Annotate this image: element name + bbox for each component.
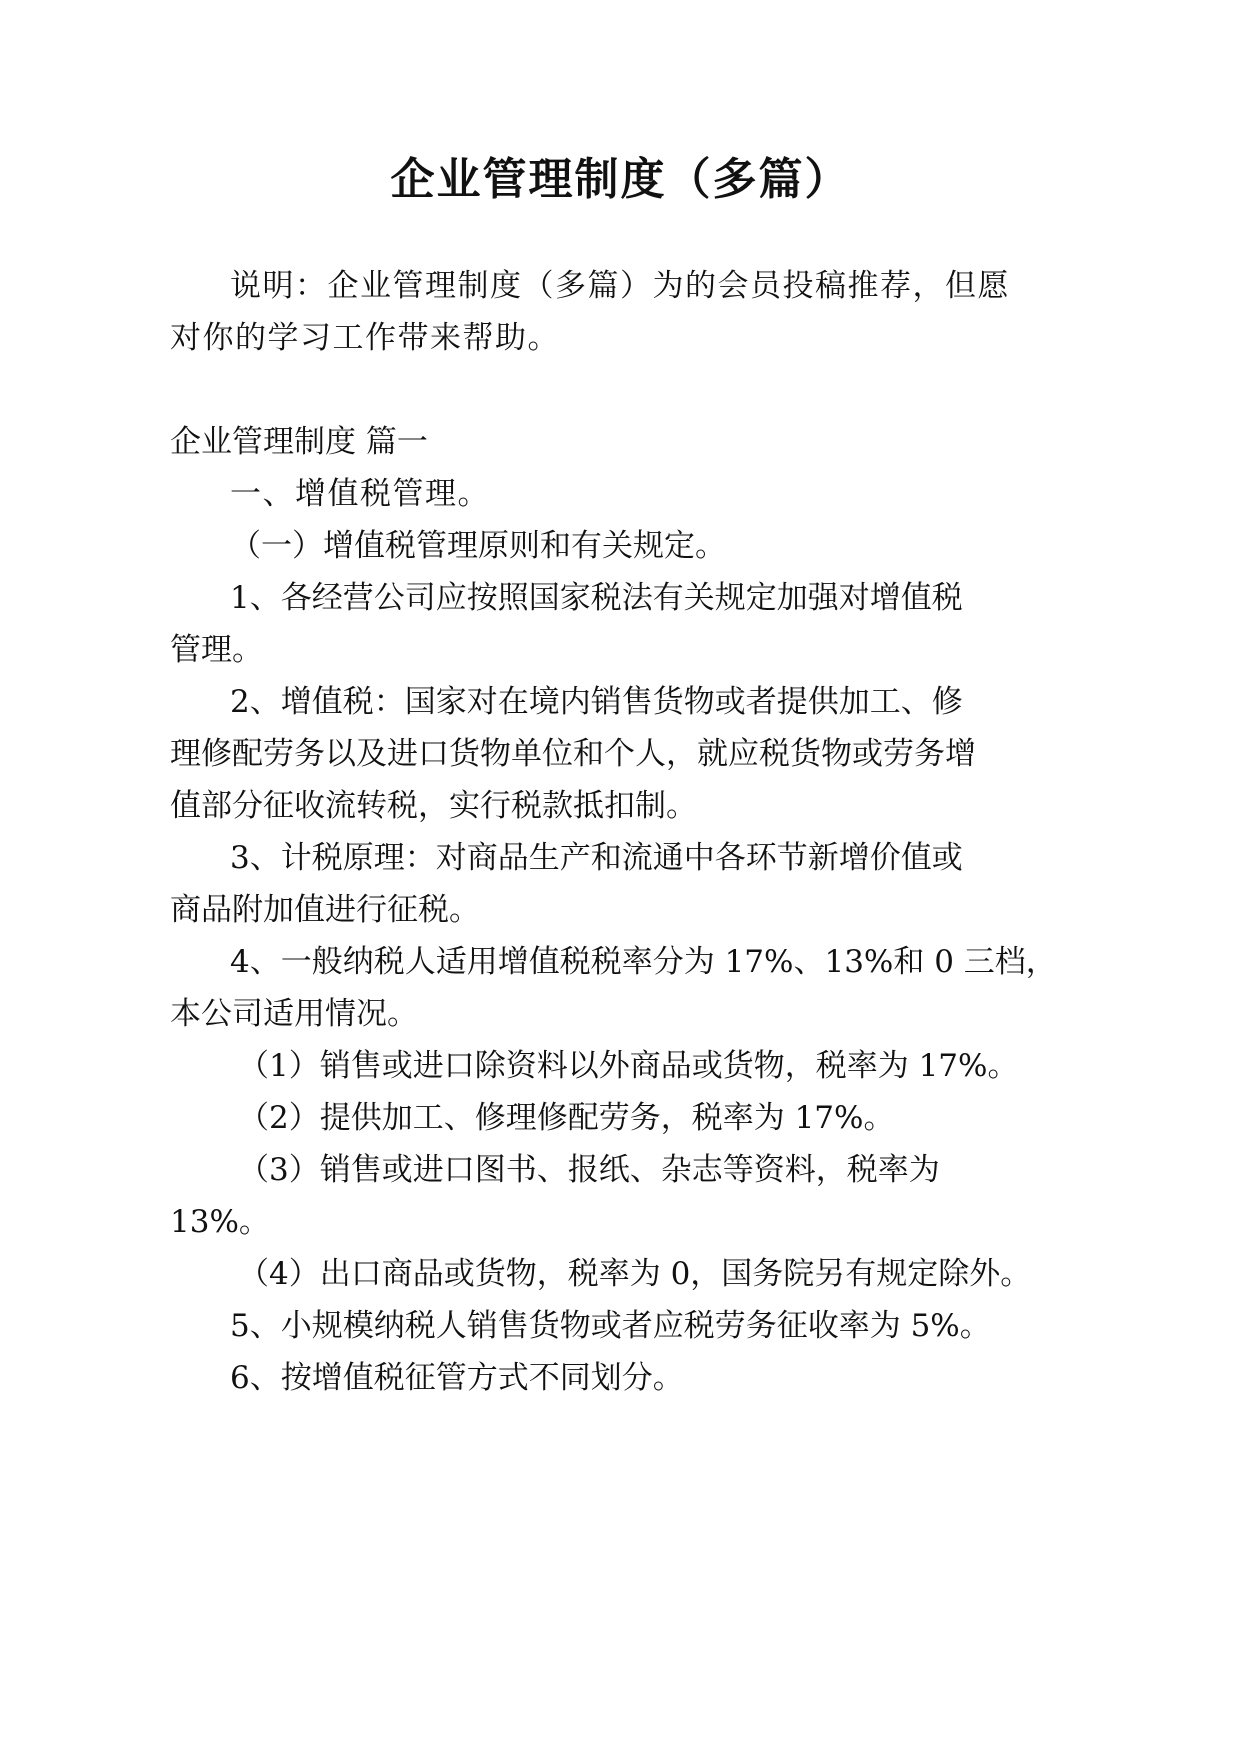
paragraph-line: （2）提供加工、修理修配劳务，税率为 17%。 — [238, 1100, 895, 1136]
paragraph-line: 4、一般纳税人适用增值税税率分为 17%、13%和 0 三档， — [230, 944, 1057, 980]
paragraph-line: （1）销售或进口除资料以外商品或货物，税率为 17%。 — [238, 1048, 1019, 1084]
paragraph-line: 管理。 — [170, 632, 263, 668]
paragraph-line: 本公司适用情况。 — [170, 996, 418, 1032]
paragraph-line: （一）增值税管理原则和有关规定。 — [230, 528, 726, 564]
section-heading: 企业管理制度 篇一 — [170, 424, 428, 460]
intro-line-2: 对你的学习工作带来帮助。 — [170, 320, 560, 356]
paragraph-line: 6、按增值税征管方式不同划分。 — [230, 1360, 684, 1396]
paragraph-line: 13%。 — [170, 1204, 270, 1240]
paragraph-line: 1、各经营公司应按照国家税法有关规定加强对增值税 — [230, 580, 963, 616]
intro-line-1: 说明：企业管理制度（多篇）为的会员投稿推荐，但愿 — [230, 268, 1010, 304]
paragraph-line: （4）出口商品或货物，税率为 0，国务院另有规定除外。 — [238, 1256, 1032, 1292]
paragraph-line: 5、小规模纳税人销售货物或者应税劳务征收率为 5%。 — [230, 1308, 991, 1344]
paragraph-line: 商品附加值进行征税。 — [170, 892, 480, 928]
paragraph-line: 值部分征收流转税，实行税款抵扣制。 — [170, 788, 697, 824]
paragraph-line: 理修配劳务以及进口货物单位和个人，就应税货物或劳务增 — [170, 736, 976, 772]
paragraph-line: 3、计税原理：对商品生产和流通中各环节新增价值或 — [230, 840, 963, 876]
paragraph-line: （3）销售或进口图书、报纸、杂志等资料，税率为 — [238, 1152, 940, 1188]
document-title: 企业管理制度（多篇） — [390, 154, 851, 205]
paragraph-line: 2、增值税：国家对在境内销售货物或者提供加工、修 — [230, 684, 963, 720]
subsection-heading: 一、增值税管理。 — [230, 476, 490, 512]
